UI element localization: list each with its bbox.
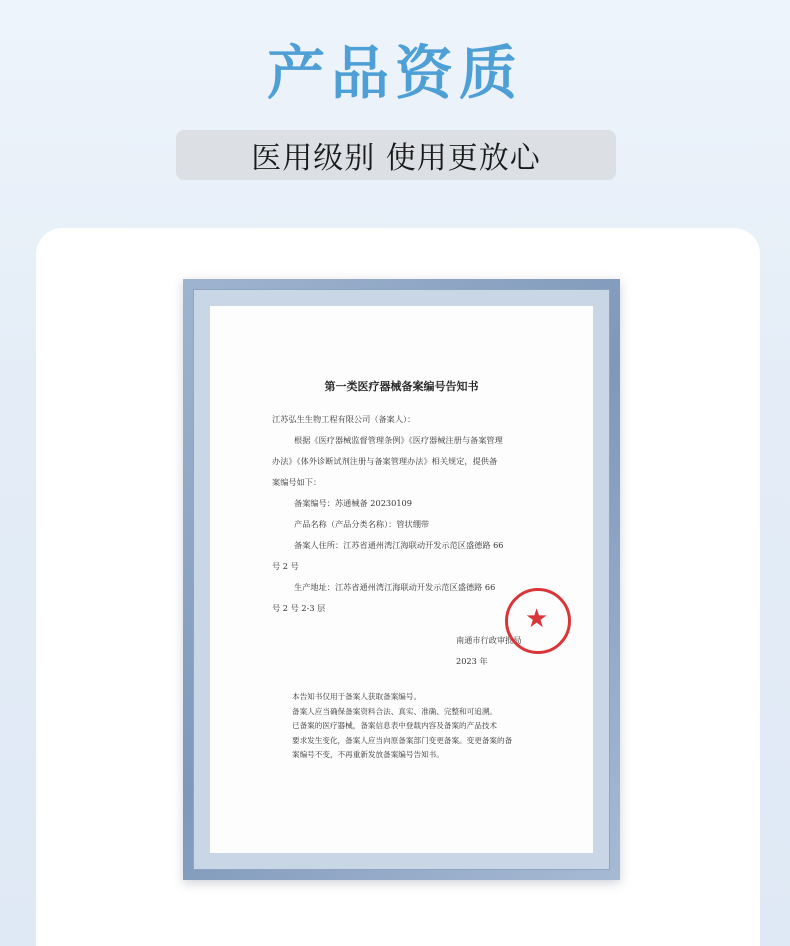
body-line: 根据《医疗器械监督管理条例》《医疗器械注册与备案管理 [294, 435, 503, 445]
body-line: 办法》《体外诊断试剂注册与备案管理办法》相关规定，提供备 [272, 456, 498, 466]
body-line: 案编号如下： [272, 477, 322, 487]
certificate-body [272, 409, 559, 619]
page-title: 产品资质 [266, 39, 523, 107]
certificate-title: 第一类医疗器械备案编号告知书 [324, 380, 479, 393]
certificate-paper [210, 306, 593, 853]
note: 案编号不变，不再重新发放备案编号告知书。 [292, 750, 444, 759]
certificate-frame [183, 279, 620, 880]
product-name: 产品名称（产品分类名称）：管状绷带 [294, 519, 430, 529]
note: 本告知书仅用于备案人获取备案编号。 [292, 692, 422, 701]
official-seal [505, 588, 571, 654]
issue-date: 2023 年 [456, 656, 488, 666]
addressee: 江苏弘生生物工程有限公司（备案人）： [272, 414, 416, 424]
issuer: 南通市行政审批局 [456, 635, 522, 645]
notes-block [292, 690, 562, 763]
residence-line: 备案人住所：江苏省通州湾江海联动开发示范区盛德路 66 [294, 540, 504, 550]
record-number: 备案编号：苏通械备 20230109 [294, 498, 412, 508]
note: 备案人应当确保备案资料合法、真实、准确、完整和可追溯。 [292, 706, 498, 716]
star-icon: ★ [525, 604, 549, 634]
production-line: 号 2 号 2-3 层 [272, 603, 326, 613]
residence-line: 号 2 号 [272, 561, 299, 571]
production-line: 生产地址：江苏省通州湾江海联动开发示范区盛德路 66 [294, 582, 496, 592]
note: 已备案的医疗器械，备案信息表中登载内容及备案的产品技术 [292, 721, 498, 730]
note: 要求发生变化，备案人应当向原备案部门变更备案。变更备案的备 [292, 735, 513, 745]
frame-mat [193, 289, 610, 870]
subtitle-text: 医用级别 使用更放心 [251, 141, 541, 176]
subtitle-banner [176, 130, 616, 180]
